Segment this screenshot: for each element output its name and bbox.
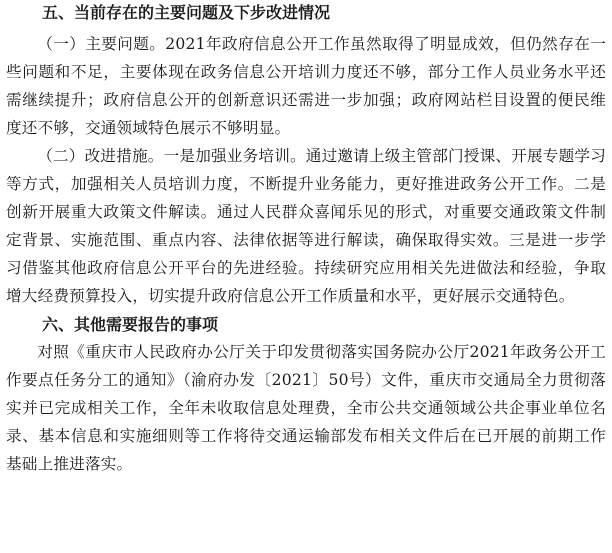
paragraph-other-matters: 对照《重庆市人民政府办公厅关于印发贯彻落实国务院办公厅2021年政务公开工作要点任务分工的通知》（渝府办发〔2021〕50号）文件，重庆市交通局全力贯彻落实并已完成相关工作，全年未收取信息处理费，全市公共交通领域公共企事业单位名录、基本信息和实施细则等工作将待交通运输部发布相关文件后在已开展的前期工作基础上推进落实。 bbox=[6, 343, 606, 473]
section-heading-problems: 五、当前存在的主要问题及下步改进情况 bbox=[42, 3, 331, 22]
section-heading-other-matters: 六、其他需要报告的事项 bbox=[42, 315, 219, 334]
paragraph-improvement-measures: （二）改进措施。一是加强业务培训。通过邀请上级主管部门授课、开展专题学习等方式，加强相关人员培训力度，不断提升业务能力，更好推进政务公开工作。二是创新开展重大政策文件解读。通过人民群众喜闻乐见的形式，对重要交通政策文件制定背景、实施范围、重点内容、法律依据等进行解读，确保取得实效。三是进一步学习借鉴其他政府信息公开平台的先进经验。持续研究应用相关先进做法和经验，争取增大经费预算投入，切实提升政府信息公开工作质量和水平，更好展示交通特色。 bbox=[6, 147, 606, 305]
paragraph-main-problems: （一）主要问题。2021年政府信息公开工作虽然取得了明显成效，但仍然存在一些问题和不足，主要体现在政务信息公开培训力度还不够，部分工作人员业务水平还需继续提升；政府信息公开的创新意识还需进一步加强；政府网站栏目设置的便民维度还不够，交通领域特色展示不够明显。 bbox=[6, 35, 606, 137]
